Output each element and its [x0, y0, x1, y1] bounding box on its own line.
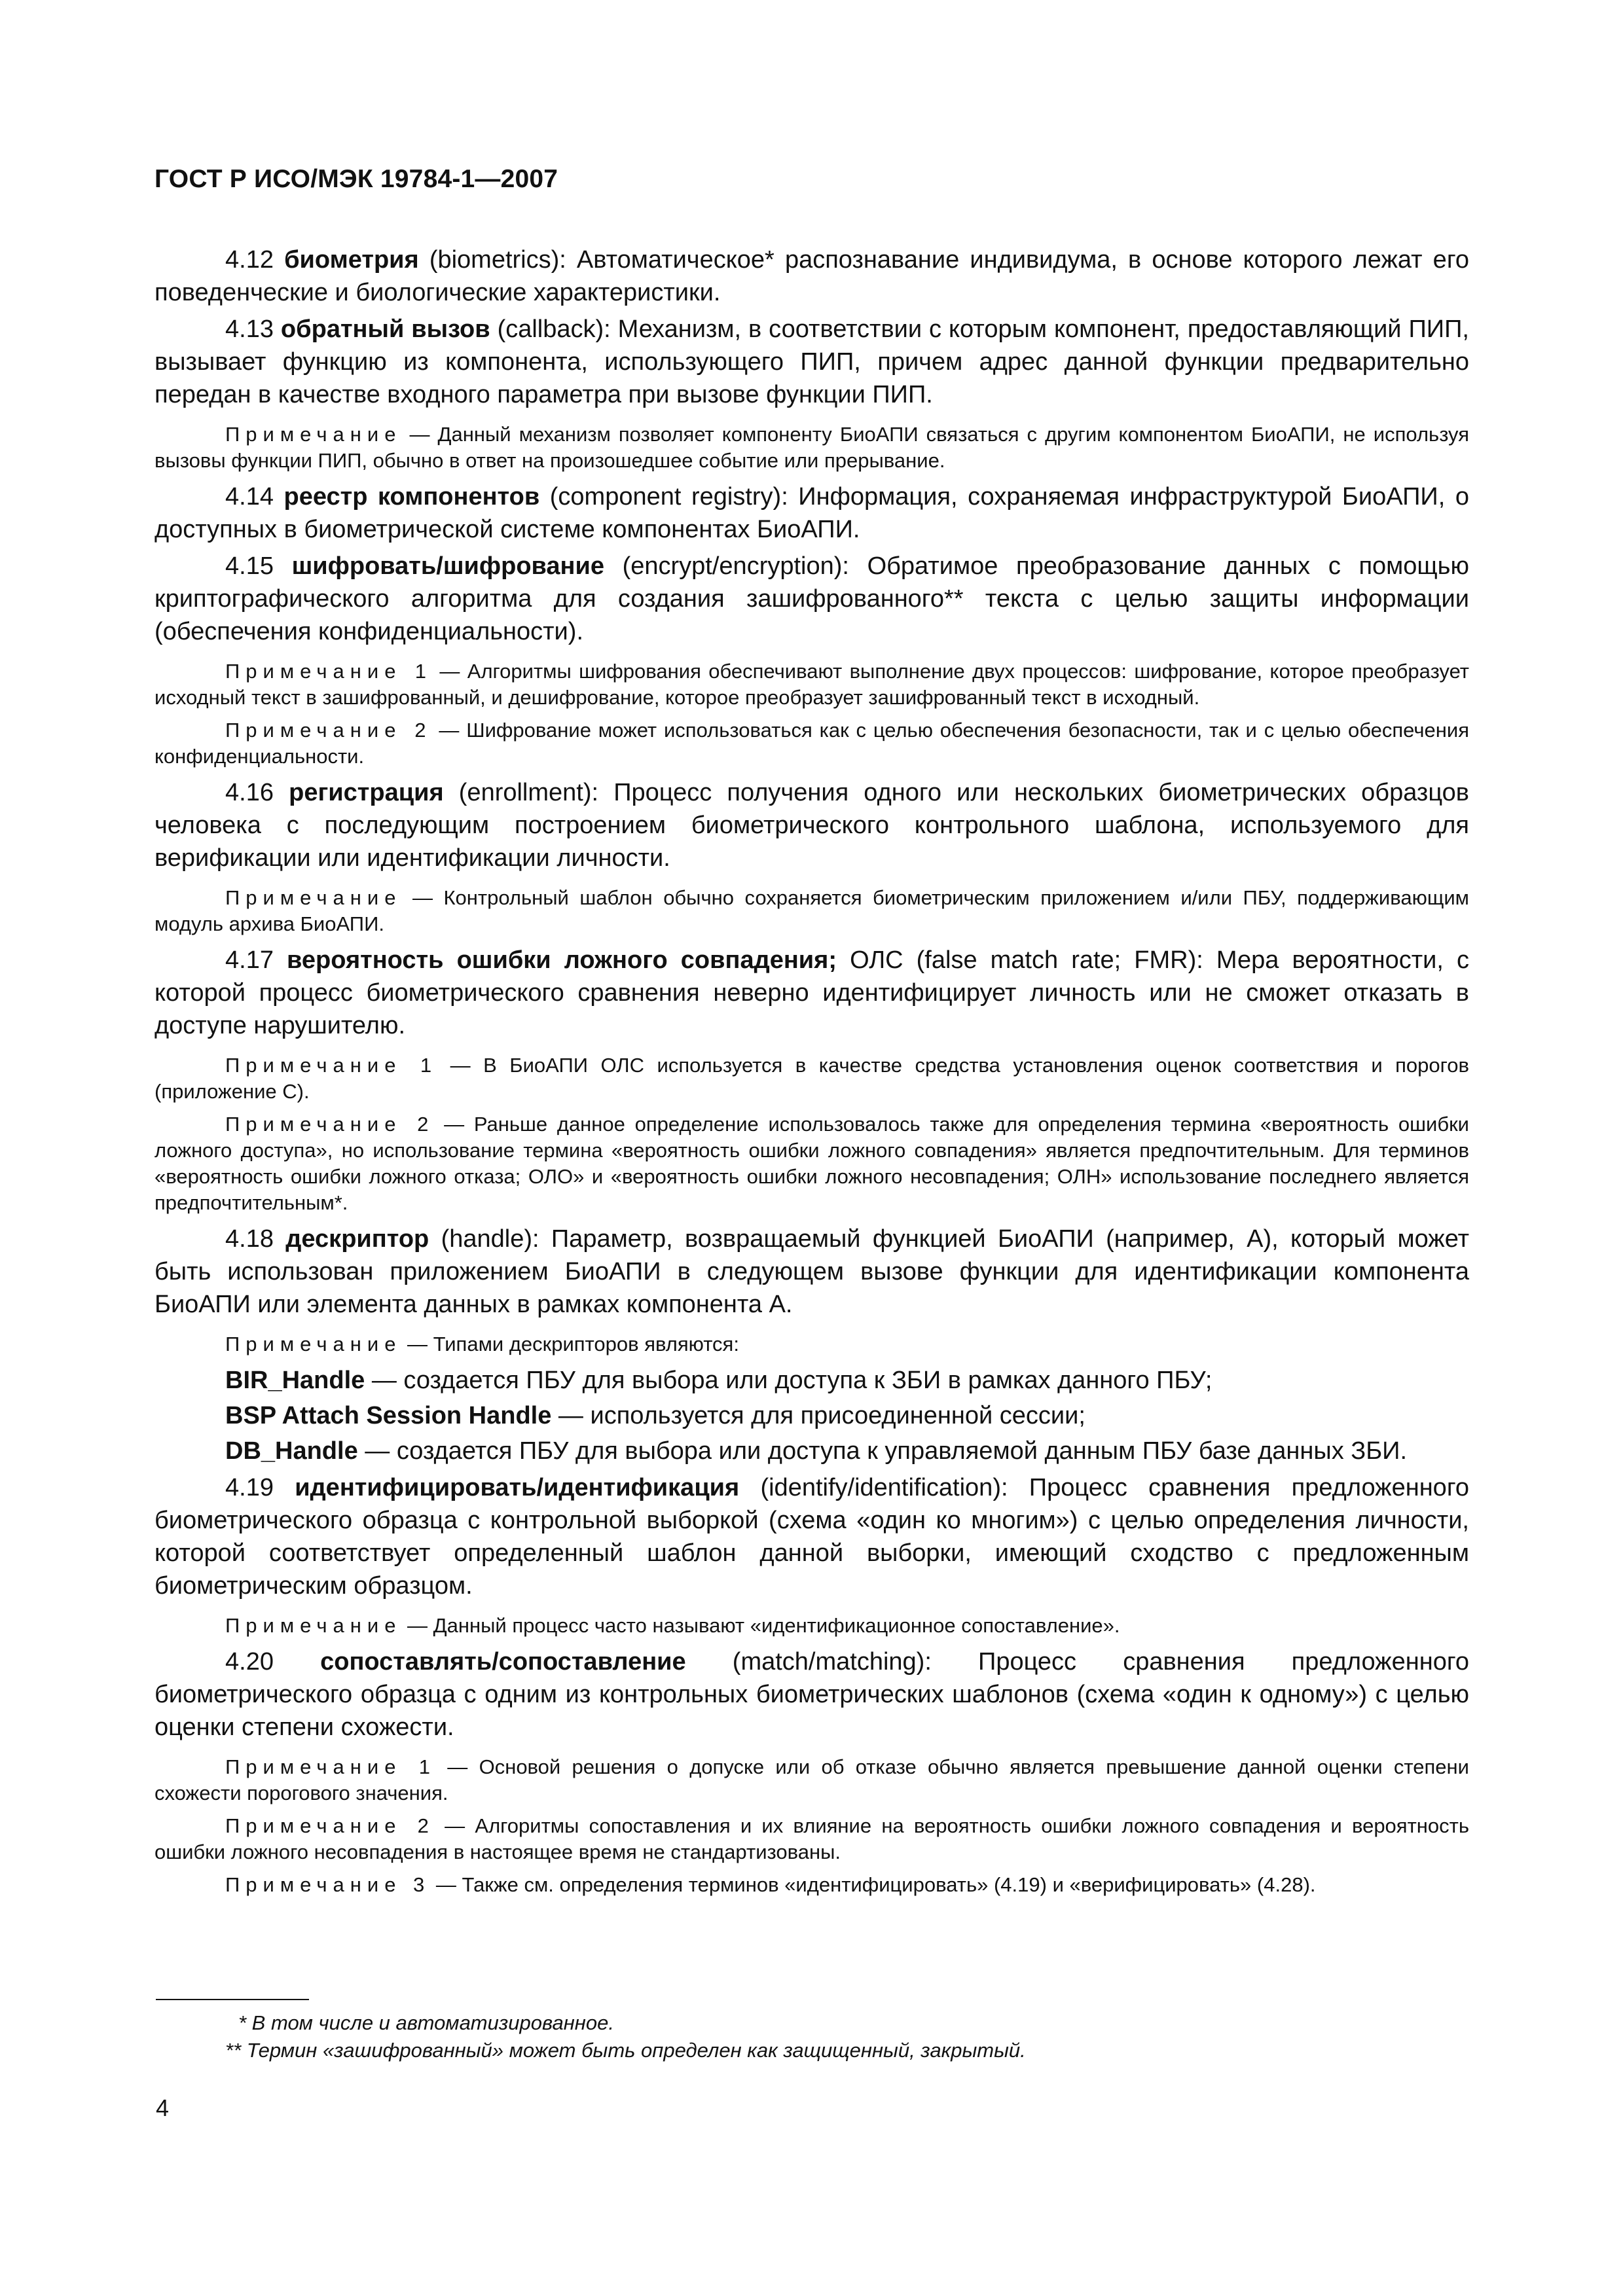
note-4-15-2 [155, 717, 1469, 770]
note-4-20-3 [155, 1872, 1469, 1898]
entry-number: 4.19 [225, 1474, 295, 1501]
note-label: Примечание [225, 423, 402, 446]
entry-term: реестр компонентов [283, 483, 540, 511]
note-label: Примечание 3 [225, 1873, 431, 1896]
note-4-19 [155, 1613, 1469, 1639]
note-4-20-1 [155, 1754, 1469, 1806]
note-4-20-2 [155, 1813, 1469, 1865]
entry-definition: (callback): Механизм, в соответствии с которым компонент, предоставляющий ПИП, вызывает функцию из компонента, использующего ПИП, причем адрес данной функции предварительно передан в качестве входного параметра при вызове функции ПИП. [155, 315, 1469, 408]
footnote-2: ** Термин «зашифрованный» может быть определен как защищенный, закрытый. [225, 2039, 1026, 2062]
entry-number: 4.14 [225, 483, 284, 511]
entry-number: 4.12 [225, 246, 285, 274]
entry-term: вероятность ошибки ложного совпадения; [287, 946, 837, 974]
entry-definition: (match/matching): Процесс сравнения предложенного биометрического образца с одним из контрольных биометрических шаблонов (схема «один к одному») с целью оценки степени схожести. [155, 1648, 1469, 1741]
handle-description: — используется для присоединенной сессии; [551, 1402, 1085, 1429]
note-label: Примечание 2 [225, 1113, 435, 1136]
note-4-17-2 [155, 1111, 1469, 1216]
page-number: 4 [156, 2094, 170, 2121]
note-text: — Алгоритмы шифрования обеспечивают выполнение двух процессов: шифрование, которое преобразует исходный текст в зашифрованный, и дешифрование, которое преобразует зашифрованный текст в исходный. [155, 660, 1469, 709]
document-page [155, 0, 1469, 2296]
entry-number: 4.15 [225, 552, 292, 580]
page-header: ГОСТ Р ИСО/МЭК 19784-1—2007 [155, 165, 558, 193]
note-text: — Раньше данное определение использовалось также для определения термина «вероятность ошибки ложного доступа», но использование термина «вероятность ошибки ложного совпадения» является предпочтительным. Для терминов «вероятность ошибки ложного отказа; ОЛО» и «вероятность ошибки ложного несовпадения; ОЛН» использование последнего является предпочтительным*. [155, 1113, 1469, 1214]
note-text: — Типами дескрипторов являются: [401, 1333, 739, 1355]
handle-description: — создается ПБУ для выбора или доступа к ЗБИ в рамках данного ПБУ; [365, 1367, 1213, 1394]
entry-term: обратный вызов [280, 315, 490, 343]
entry-term: шифровать/шифрование [291, 552, 604, 580]
entry-4-17 [155, 944, 1469, 1042]
note-text: — Контрольный шаблон обычно сохраняется биометрическим приложением и/или ПБУ, поддерживающим модуль архива БиоАПИ. [155, 886, 1469, 935]
note-label: Примечание 2 [225, 1814, 435, 1837]
entry-number: 4.20 [225, 1648, 321, 1676]
note-text: — Также см. определения терминов «идентифицировать» (4.19) и «верифицировать» (4.28). [430, 1873, 1316, 1896]
note-4-15-1 [155, 658, 1469, 711]
handle-name: DB_Handle [225, 1437, 358, 1465]
entry-number: 4.16 [225, 779, 289, 806]
note-4-17-1 [155, 1052, 1469, 1105]
handle-bir [155, 1364, 1469, 1397]
entry-definition: (enrollment): Процесс получения одного или нескольких биометрических образцов человека с последующим построением биометрического контрольного шаблона, используемого для верификации или идентификации личности. [155, 779, 1469, 872]
entry-definition: ОЛС (false match rate; FMR): Мера вероятности, с которой процесс биометрического сравнения неверно идентифицирует личность или не сможет отказать в доступе нарушителю. [155, 946, 1469, 1039]
entry-4-19 [155, 1471, 1469, 1602]
note-text: — Шифрование может использоваться как с целью обеспечения безопасности, так и с целью обеспечения конфиденциальности. [155, 719, 1469, 768]
entry-term: сопоставлять/сопоставление [320, 1648, 686, 1676]
footnote-divider [156, 1999, 309, 2000]
entry-definition: (biometrics): Автоматическое* распознавание индивидума, в основе которого лежат его поведенческие и биологические характеристики. [155, 246, 1469, 306]
entry-4-18 [155, 1223, 1469, 1321]
entry-4-13 [155, 313, 1469, 411]
note-4-16 [155, 885, 1469, 937]
entry-term: дескриптор [285, 1225, 429, 1253]
entry-4-14 [155, 480, 1469, 546]
note-text: — Данный механизм позволяет компоненту БиоАПИ связаться с другим компонентом БиоАПИ, не используя вызовы функции ПИП, обычно в ответ на произошедшее событие или прерывание. [155, 423, 1469, 472]
entry-4-12 [155, 243, 1469, 309]
page-content [155, 240, 1469, 1905]
entry-term: идентифицировать/идентификация [295, 1474, 740, 1501]
note-label: Примечание [225, 886, 402, 909]
entry-definition: (handle): Параметр, возвращаемый функцией БиоАПИ (например, А), который может быть использован приложением БиоАПИ в следующем вызове функции для идентификации компонента БиоАПИ или элемента данных в рамках компонента А. [155, 1225, 1469, 1318]
footnote-1: * В том числе и автоматизированное. [238, 2011, 614, 2034]
entry-definition: (encrypt/encryption): Обратимое преобразование данных с помощью криптографического алгоритма для создания зашифрованного** текста с целью защиты информации (обеспечения конфиденциальности). [155, 552, 1469, 645]
note-label: Примечание 2 [225, 719, 432, 742]
footnotes [155, 2009, 1469, 2064]
handle-name: BSP Attach Session Handle [225, 1402, 552, 1429]
note-label: Примечание [225, 1614, 402, 1637]
note-label: Примечание 1 [225, 1755, 436, 1778]
entry-definition: (component registry): Информация, сохраняемая инфраструктурой БиоАПИ, о доступных в биометрической системе компонентах БиоАПИ. [155, 483, 1469, 543]
entry-4-16 [155, 776, 1469, 874]
handle-name: BIR_Handle [225, 1367, 365, 1394]
handle-db [155, 1435, 1469, 1467]
note-text: — Основой решения о допуске или об отказе обычно является превышение данной оценки степени схожести порогового значения. [155, 1755, 1469, 1804]
handle-description: — создается ПБУ для выбора или доступа к управляемой данным ПБУ базе данных ЗБИ. [357, 1437, 1408, 1465]
note-text: — В БиоАПИ ОЛС используется в качестве средства установления оценок соответствия и порогов (приложение С). [155, 1054, 1469, 1103]
entry-definition: (identify/identification): Процесс сравнения предложенного биометрического образца с контрольной выборкой (схема «один ко многим») с целью определения личности, которой соответствует определенный шаблон данной выборки, имеющий сходство с предложенным биометрическим образцом. [155, 1474, 1469, 1600]
entry-term: регистрация [289, 779, 444, 806]
note-4-13 [155, 422, 1469, 474]
entry-number: 4.17 [225, 946, 287, 974]
entry-term: биометрия [284, 246, 419, 274]
note-label: Примечание [225, 1333, 402, 1355]
note-text: — Алгоритмы сопоставления и их влияние на вероятность ошибки ложного совпадения и вероятность ошибки ложного несовпадения в настоящее время не стандартизованы. [155, 1814, 1469, 1863]
entry-number: 4.18 [225, 1225, 286, 1253]
handle-bsp-attach-session [155, 1399, 1469, 1432]
note-label: Примечание 1 [225, 1054, 438, 1077]
note-text: — Данный процесс часто называют «идентификационное сопоставление». [401, 1614, 1120, 1637]
note-4-18 [155, 1331, 1469, 1357]
entry-4-20 [155, 1645, 1469, 1744]
entry-number: 4.13 [225, 315, 281, 343]
entry-4-15 [155, 550, 1469, 648]
note-label: Примечание 1 [225, 660, 433, 683]
